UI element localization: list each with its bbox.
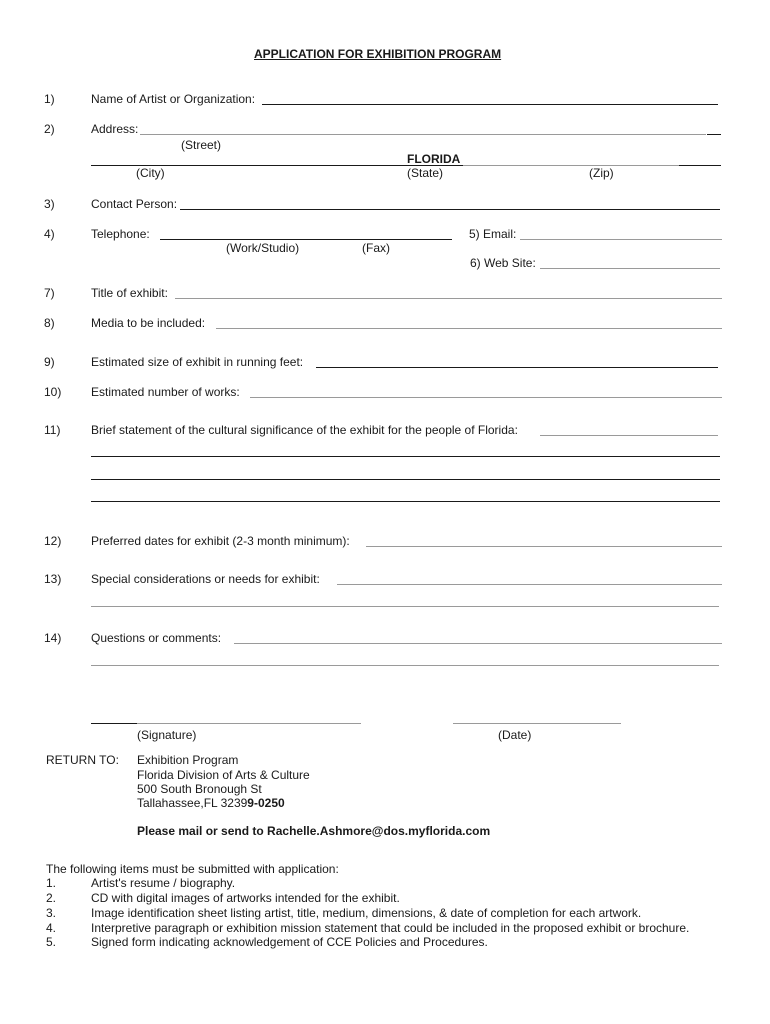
contact-person-field[interactable]	[180, 209, 720, 210]
statement-field-line-2[interactable]	[91, 456, 720, 457]
city-caption: (City)	[136, 166, 165, 180]
field-13-number: 13)	[44, 572, 62, 586]
zip-field-end	[679, 165, 721, 166]
street-field-end	[707, 134, 721, 135]
field-7-number: 7)	[44, 286, 55, 300]
signature-field-start	[91, 723, 137, 724]
special-considerations-field[interactable]	[337, 584, 722, 585]
requirement-5-text: Signed form indicating acknowledgement of CCE Policies and Procedures.	[91, 935, 488, 949]
return-address-line-1: Exhibition Program	[137, 753, 239, 767]
street-field[interactable]	[140, 134, 706, 135]
email-field[interactable]	[520, 239, 722, 240]
field-3-label: Contact Person:	[91, 197, 178, 211]
statement-field-line-1[interactable]	[540, 435, 718, 436]
requirement-5-number: 5.	[46, 935, 57, 949]
requirement-1-number: 1.	[46, 876, 57, 890]
field-9-number: 9)	[44, 355, 55, 369]
return-to-label: RETURN TO:	[46, 753, 119, 767]
zip-field[interactable]	[463, 165, 679, 166]
signature-field[interactable]	[137, 723, 361, 724]
fax-caption: (Fax)	[362, 241, 390, 255]
signature-caption: (Signature)	[137, 728, 197, 742]
media-field[interactable]	[216, 328, 722, 329]
requirement-3-text: Image identification sheet listing artist, title, medium, dimensions, & date of completion for each artwork.	[91, 906, 642, 920]
state-caption: (State)	[407, 166, 444, 180]
field-10-label: Estimated number of works:	[91, 385, 240, 399]
exhibit-title-field[interactable]	[175, 298, 722, 299]
email-instruction: Please mail or send to Rachelle.Ashmore@dos.myflorida.com	[137, 824, 491, 838]
return-address-line-4	[137, 796, 285, 810]
field-4-number: 4)	[44, 227, 55, 241]
requirement-4-text: Interpretive paragraph or exhibition mission statement that could be included in the proposed exhibit or brochure.	[91, 921, 690, 935]
date-caption: (Date)	[498, 728, 532, 742]
website-label: 6) Web Site:	[470, 256, 536, 270]
field-2-number: 2)	[44, 122, 55, 136]
field-11-number: 11)	[44, 423, 61, 437]
date-field[interactable]	[453, 723, 621, 724]
statement-field-line-3[interactable]	[91, 479, 720, 480]
requirement-4-number: 4.	[46, 921, 57, 935]
field-13-label: Special considerations or needs for exhibit:	[91, 572, 320, 586]
work-caption: (Work/Studio)	[226, 241, 300, 255]
requirement-1-text: Artist's resume / biography.	[91, 876, 236, 890]
number-of-works-field[interactable]	[250, 397, 722, 398]
requirements-intro: The following items must be submitted with application:	[46, 862, 339, 876]
field-7-label: Title of exhibit:	[91, 286, 168, 300]
zip-caption: (Zip)	[589, 166, 614, 180]
special-considerations-field-line-2[interactable]	[91, 606, 719, 607]
artist-name-field[interactable]	[262, 104, 718, 105]
requirement-2-text: CD with digital images of artworks intended for the exhibit.	[91, 891, 400, 905]
field-8-number: 8)	[44, 316, 55, 330]
comments-field[interactable]	[234, 643, 722, 644]
return-address-line-2: Florida Division of Arts & Culture	[137, 768, 310, 782]
zip-extension: 9-0250	[247, 796, 285, 810]
field-3-number: 3)	[44, 197, 55, 211]
comments-field-line-2[interactable]	[91, 665, 719, 666]
field-8-label: Media to be included:	[91, 316, 206, 330]
statement-field-line-4[interactable]	[91, 501, 720, 502]
field-14-label: Questions or comments:	[91, 631, 222, 645]
size-field[interactable]	[316, 367, 718, 368]
website-field[interactable]	[540, 268, 720, 269]
email-label: 5) Email:	[469, 227, 517, 241]
return-address-line-3: 500 South Bronough St	[137, 782, 262, 796]
field-1-number: 1)	[44, 92, 55, 106]
field-12-number: 12)	[44, 534, 62, 548]
requirement-3-number: 3.	[46, 906, 57, 920]
preferred-dates-field[interactable]	[366, 546, 722, 547]
city-zip-text: Tallahassee,FL 3239	[137, 796, 248, 810]
field-2-label: Address:	[91, 122, 139, 136]
field-1-label: Name of Artist or Organization:	[91, 92, 256, 106]
field-11-label: Brief statement of the cultural significance of the exhibit for the people of Florida:	[91, 423, 518, 437]
field-14-number: 14)	[44, 631, 62, 645]
field-10-number: 10)	[44, 385, 62, 399]
requirement-2-number: 2.	[46, 891, 57, 905]
page-title: APPLICATION FOR EXHIBITION PROGRAM	[254, 47, 502, 61]
telephone-field[interactable]	[160, 239, 452, 240]
field-12-label: Preferred dates for exhibit (2-3 month minimum):	[91, 534, 350, 548]
street-caption: (Street)	[181, 138, 222, 152]
state-value: FLORIDA	[407, 152, 461, 166]
field-4-label: Telephone:	[91, 227, 150, 241]
field-9-label: Estimated size of exhibit in running feet:	[91, 355, 304, 369]
